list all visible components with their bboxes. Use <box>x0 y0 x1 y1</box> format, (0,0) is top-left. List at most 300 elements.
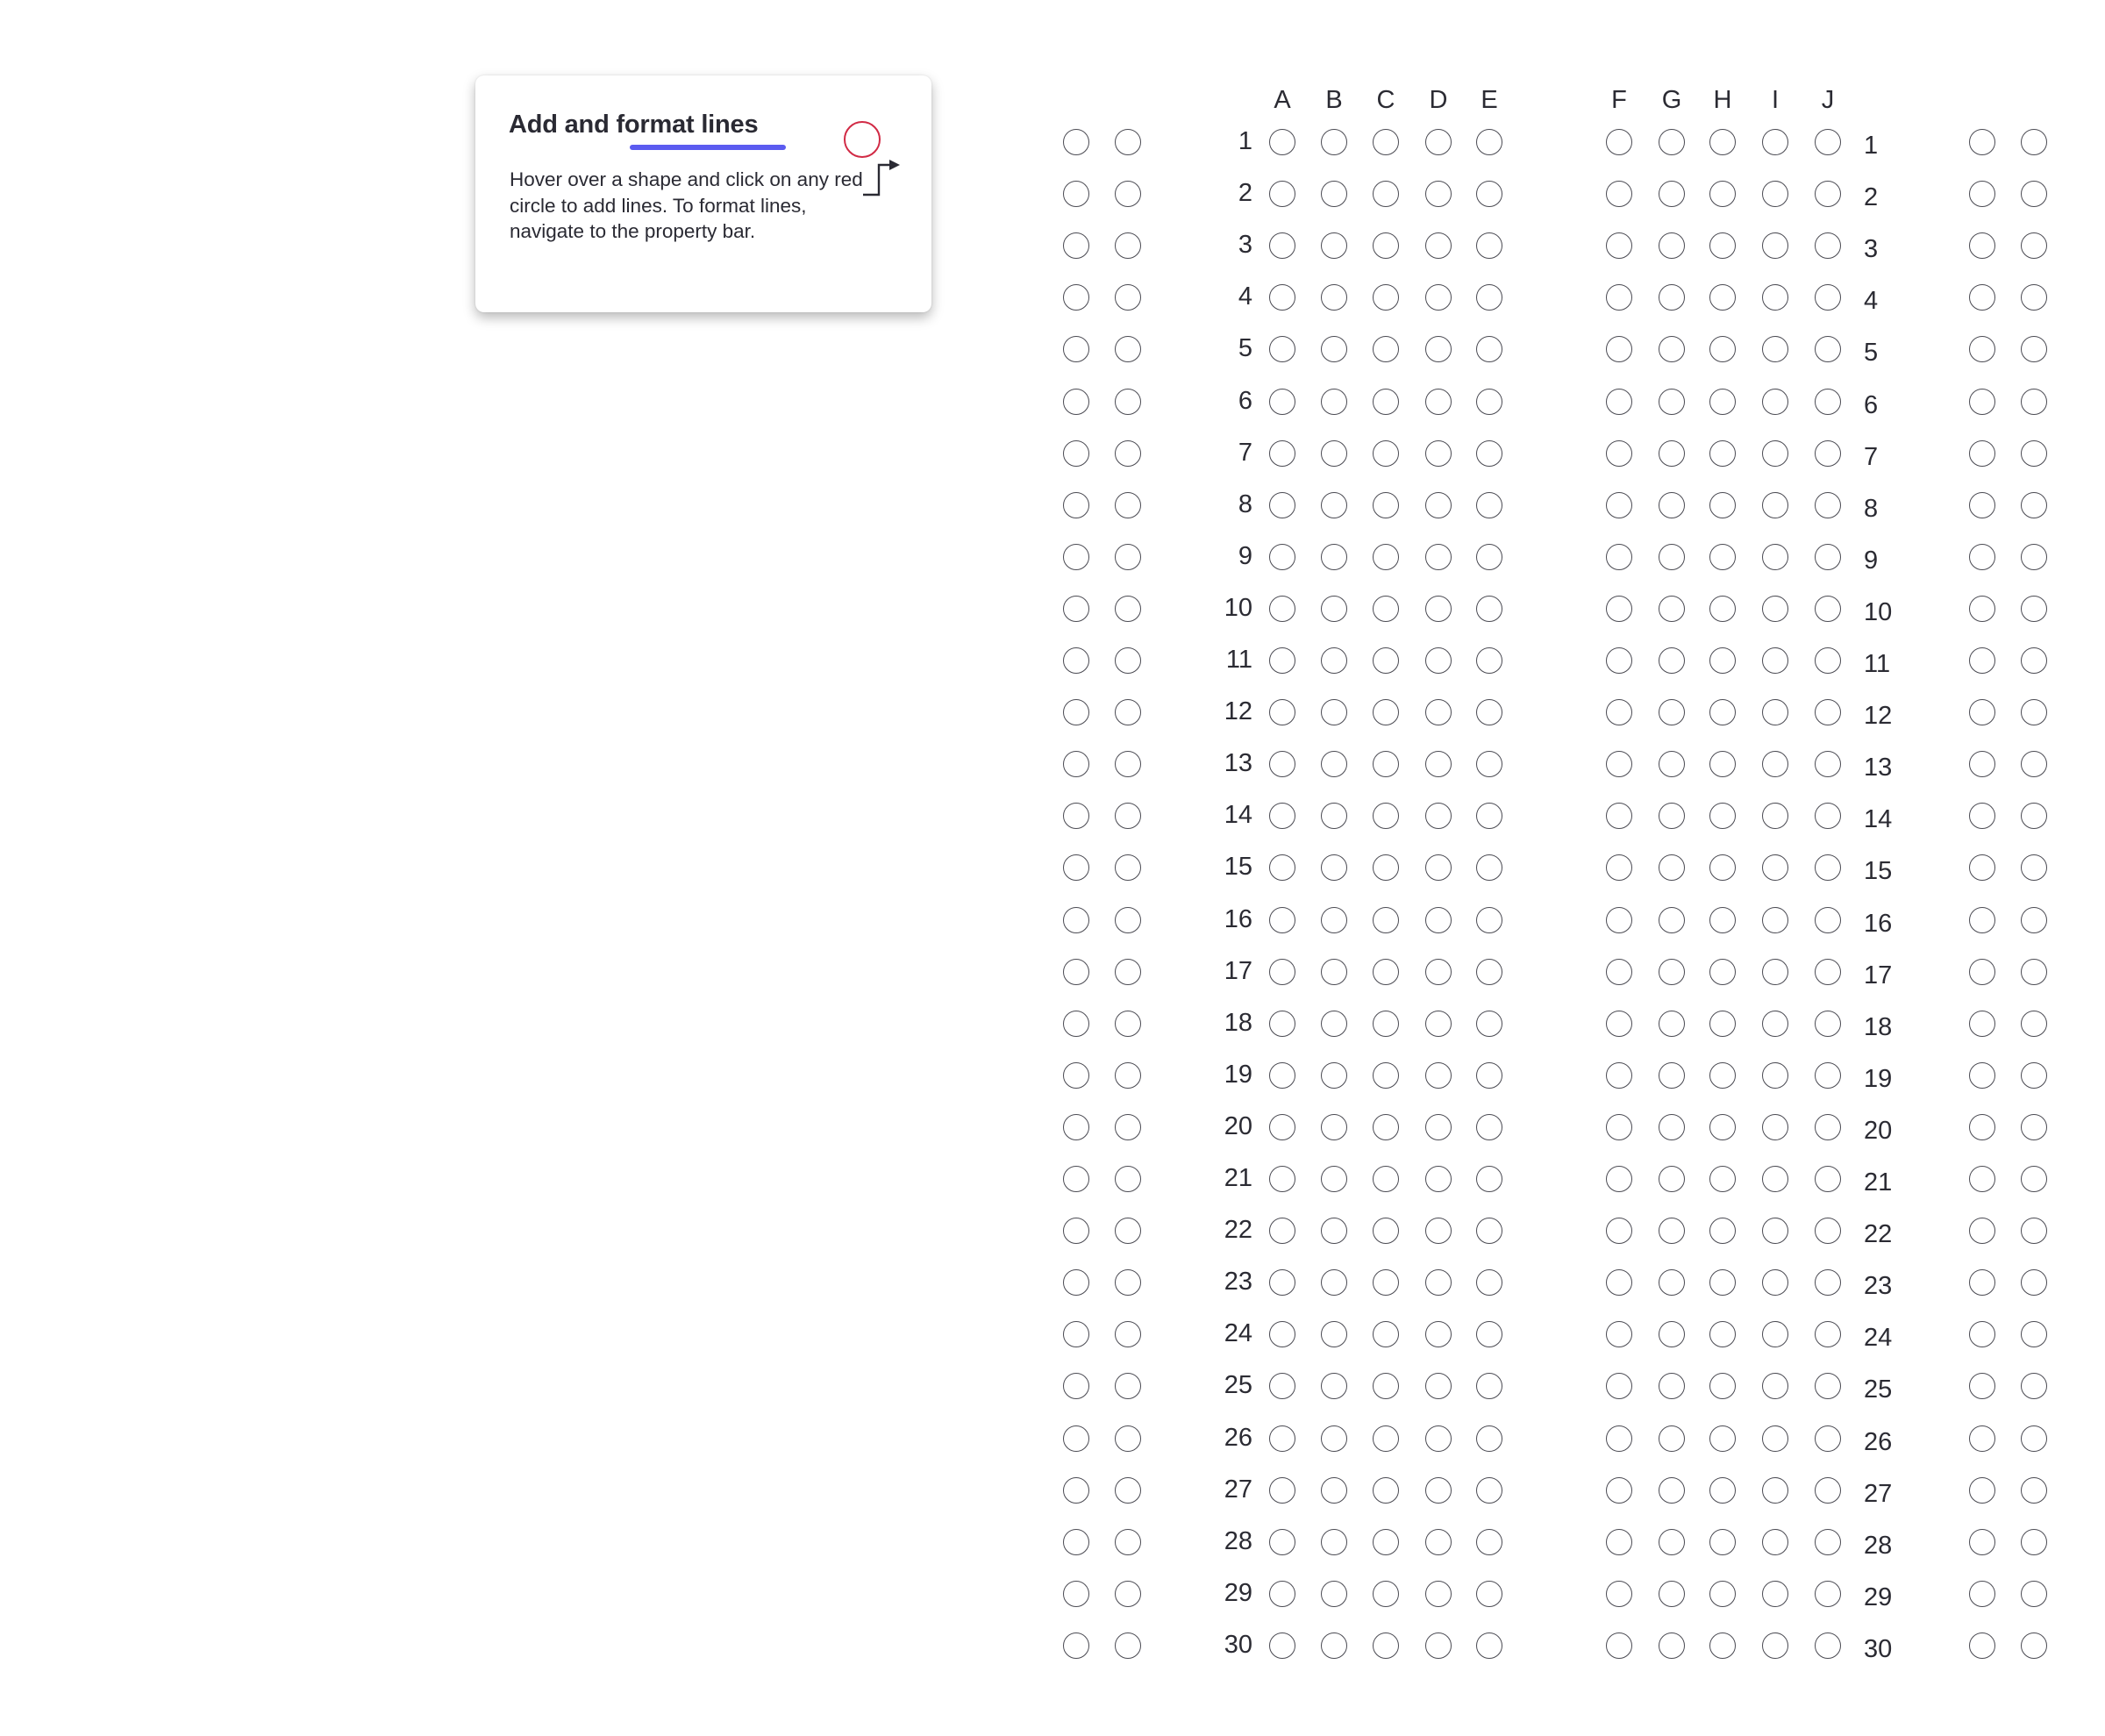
answer-bubble-20-b[interactable] <box>1321 1114 1347 1140</box>
outer-left-bubble-14-1[interactable] <box>1063 803 1089 829</box>
outer-left-bubble-11-2[interactable] <box>1115 647 1141 674</box>
answer-bubble-27-d[interactable] <box>1425 1477 1452 1504</box>
answer-bubble-18-h[interactable] <box>1709 1011 1736 1037</box>
answer-bubble-6-g[interactable] <box>1659 389 1685 415</box>
answer-bubble-6-h[interactable] <box>1709 389 1736 415</box>
answer-bubble-19-h[interactable] <box>1709 1062 1736 1089</box>
outer-left-bubble-28-1[interactable] <box>1063 1529 1089 1555</box>
outer-right-bubble-21-2[interactable] <box>2021 1166 2047 1192</box>
outer-right-bubble-30-1[interactable] <box>1969 1632 1995 1659</box>
answer-bubble-20-j[interactable] <box>1815 1114 1841 1140</box>
outer-left-bubble-1-1[interactable] <box>1063 129 1089 155</box>
outer-left-bubble-2-2[interactable] <box>1115 181 1141 207</box>
outer-right-bubble-5-2[interactable] <box>2021 336 2047 362</box>
answer-bubble-30-g[interactable] <box>1659 1632 1685 1659</box>
outer-right-bubble-9-1[interactable] <box>1969 544 1995 570</box>
outer-right-bubble-7-2[interactable] <box>2021 440 2047 467</box>
outer-left-bubble-28-2[interactable] <box>1115 1529 1141 1555</box>
answer-bubble-7-e[interactable] <box>1476 440 1502 467</box>
answer-bubble-12-i[interactable] <box>1762 699 1788 725</box>
answer-bubble-23-j[interactable] <box>1815 1269 1841 1296</box>
outer-right-bubble-12-1[interactable] <box>1969 699 1995 725</box>
answer-bubble-3-h[interactable] <box>1709 232 1736 259</box>
outer-right-bubble-16-2[interactable] <box>2021 907 2047 933</box>
answer-bubble-18-e[interactable] <box>1476 1011 1502 1037</box>
answer-bubble-6-d[interactable] <box>1425 389 1452 415</box>
answer-bubble-9-c[interactable] <box>1373 544 1399 570</box>
answer-bubble-9-f[interactable] <box>1606 544 1632 570</box>
outer-right-bubble-23-2[interactable] <box>2021 1269 2047 1296</box>
outer-left-bubble-26-2[interactable] <box>1115 1425 1141 1452</box>
outer-right-bubble-23-1[interactable] <box>1969 1269 1995 1296</box>
outer-left-bubble-9-1[interactable] <box>1063 544 1089 570</box>
answer-bubble-1-h[interactable] <box>1709 129 1736 155</box>
answer-bubble-21-d[interactable] <box>1425 1166 1452 1192</box>
outer-right-bubble-8-2[interactable] <box>2021 492 2047 518</box>
answer-bubble-25-h[interactable] <box>1709 1373 1736 1399</box>
outer-left-bubble-29-2[interactable] <box>1115 1581 1141 1607</box>
outer-right-bubble-15-1[interactable] <box>1969 854 1995 881</box>
answer-bubble-14-h[interactable] <box>1709 803 1736 829</box>
answer-bubble-3-b[interactable] <box>1321 232 1347 259</box>
answer-bubble-12-a[interactable] <box>1269 699 1295 725</box>
answer-bubble-26-d[interactable] <box>1425 1425 1452 1452</box>
outer-left-bubble-3-2[interactable] <box>1115 232 1141 259</box>
answer-bubble-13-g[interactable] <box>1659 751 1685 777</box>
answer-bubble-9-h[interactable] <box>1709 544 1736 570</box>
answer-bubble-5-h[interactable] <box>1709 336 1736 362</box>
answer-bubble-25-c[interactable] <box>1373 1373 1399 1399</box>
answer-bubble-26-j[interactable] <box>1815 1425 1841 1452</box>
answer-bubble-10-d[interactable] <box>1425 596 1452 622</box>
outer-left-bubble-8-1[interactable] <box>1063 492 1089 518</box>
outer-right-bubble-30-2[interactable] <box>2021 1632 2047 1659</box>
answer-bubble-8-e[interactable] <box>1476 492 1502 518</box>
answer-bubble-24-j[interactable] <box>1815 1321 1841 1347</box>
answer-bubble-19-d[interactable] <box>1425 1062 1452 1089</box>
answer-bubble-11-d[interactable] <box>1425 647 1452 674</box>
outer-right-bubble-2-1[interactable] <box>1969 181 1995 207</box>
answer-bubble-19-e[interactable] <box>1476 1062 1502 1089</box>
answer-bubble-19-f[interactable] <box>1606 1062 1632 1089</box>
answer-bubble-2-d[interactable] <box>1425 181 1452 207</box>
answer-bubble-6-j[interactable] <box>1815 389 1841 415</box>
answer-bubble-19-i[interactable] <box>1762 1062 1788 1089</box>
answer-bubble-16-e[interactable] <box>1476 907 1502 933</box>
answer-bubble-21-h[interactable] <box>1709 1166 1736 1192</box>
answer-bubble-20-e[interactable] <box>1476 1114 1502 1140</box>
answer-bubble-13-e[interactable] <box>1476 751 1502 777</box>
answer-bubble-8-c[interactable] <box>1373 492 1399 518</box>
answer-bubble-8-a[interactable] <box>1269 492 1295 518</box>
answer-bubble-4-f[interactable] <box>1606 284 1632 311</box>
answer-bubble-29-h[interactable] <box>1709 1581 1736 1607</box>
outer-right-bubble-16-1[interactable] <box>1969 907 1995 933</box>
answer-bubble-1-d[interactable] <box>1425 129 1452 155</box>
answer-bubble-16-c[interactable] <box>1373 907 1399 933</box>
answer-bubble-11-a[interactable] <box>1269 647 1295 674</box>
outer-left-bubble-22-1[interactable] <box>1063 1218 1089 1244</box>
outer-left-bubble-8-2[interactable] <box>1115 492 1141 518</box>
answer-bubble-9-g[interactable] <box>1659 544 1685 570</box>
answer-bubble-26-c[interactable] <box>1373 1425 1399 1452</box>
outer-left-bubble-17-1[interactable] <box>1063 959 1089 985</box>
answer-bubble-22-g[interactable] <box>1659 1218 1685 1244</box>
answer-bubble-16-g[interactable] <box>1659 907 1685 933</box>
answer-bubble-26-f[interactable] <box>1606 1425 1632 1452</box>
answer-bubble-5-c[interactable] <box>1373 336 1399 362</box>
outer-left-bubble-6-1[interactable] <box>1063 389 1089 415</box>
outer-left-bubble-21-1[interactable] <box>1063 1166 1089 1192</box>
answer-bubble-10-e[interactable] <box>1476 596 1502 622</box>
answer-bubble-15-h[interactable] <box>1709 854 1736 881</box>
outer-left-bubble-12-2[interactable] <box>1115 699 1141 725</box>
outer-left-bubble-19-2[interactable] <box>1115 1062 1141 1089</box>
answer-bubble-19-b[interactable] <box>1321 1062 1347 1089</box>
outer-left-bubble-30-1[interactable] <box>1063 1632 1089 1659</box>
answer-bubble-28-b[interactable] <box>1321 1529 1347 1555</box>
answer-bubble-9-e[interactable] <box>1476 544 1502 570</box>
outer-right-bubble-5-1[interactable] <box>1969 336 1995 362</box>
answer-bubble-21-g[interactable] <box>1659 1166 1685 1192</box>
answer-bubble-30-c[interactable] <box>1373 1632 1399 1659</box>
answer-bubble-27-e[interactable] <box>1476 1477 1502 1504</box>
outer-left-bubble-25-2[interactable] <box>1115 1373 1141 1399</box>
answer-bubble-4-g[interactable] <box>1659 284 1685 311</box>
outer-left-bubble-16-2[interactable] <box>1115 907 1141 933</box>
outer-right-bubble-20-1[interactable] <box>1969 1114 1995 1140</box>
answer-bubble-15-j[interactable] <box>1815 854 1841 881</box>
answer-bubble-28-f[interactable] <box>1606 1529 1632 1555</box>
answer-bubble-21-j[interactable] <box>1815 1166 1841 1192</box>
answer-bubble-8-h[interactable] <box>1709 492 1736 518</box>
answer-bubble-14-j[interactable] <box>1815 803 1841 829</box>
answer-bubble-17-c[interactable] <box>1373 959 1399 985</box>
answer-bubble-3-f[interactable] <box>1606 232 1632 259</box>
outer-right-bubble-27-1[interactable] <box>1969 1477 1995 1504</box>
answer-bubble-18-g[interactable] <box>1659 1011 1685 1037</box>
answer-bubble-24-f[interactable] <box>1606 1321 1632 1347</box>
outer-right-bubble-10-1[interactable] <box>1969 596 1995 622</box>
answer-bubble-21-f[interactable] <box>1606 1166 1632 1192</box>
answer-bubble-27-i[interactable] <box>1762 1477 1788 1504</box>
answer-bubble-18-c[interactable] <box>1373 1011 1399 1037</box>
outer-left-bubble-15-1[interactable] <box>1063 854 1089 881</box>
answer-bubble-22-i[interactable] <box>1762 1218 1788 1244</box>
outer-left-bubble-23-1[interactable] <box>1063 1269 1089 1296</box>
answer-bubble-24-b[interactable] <box>1321 1321 1347 1347</box>
answer-bubble-11-e[interactable] <box>1476 647 1502 674</box>
outer-left-bubble-17-2[interactable] <box>1115 959 1141 985</box>
answer-bubble-6-c[interactable] <box>1373 389 1399 415</box>
outer-left-bubble-16-1[interactable] <box>1063 907 1089 933</box>
outer-right-bubble-6-1[interactable] <box>1969 389 1995 415</box>
answer-bubble-16-b[interactable] <box>1321 907 1347 933</box>
answer-bubble-17-g[interactable] <box>1659 959 1685 985</box>
answer-bubble-9-j[interactable] <box>1815 544 1841 570</box>
answer-bubble-24-a[interactable] <box>1269 1321 1295 1347</box>
answer-bubble-30-d[interactable] <box>1425 1632 1452 1659</box>
answer-bubble-18-j[interactable] <box>1815 1011 1841 1037</box>
answer-bubble-6-i[interactable] <box>1762 389 1788 415</box>
outer-right-bubble-13-1[interactable] <box>1969 751 1995 777</box>
outer-left-bubble-30-2[interactable] <box>1115 1632 1141 1659</box>
answer-bubble-30-a[interactable] <box>1269 1632 1295 1659</box>
answer-bubble-4-j[interactable] <box>1815 284 1841 311</box>
answer-bubble-30-e[interactable] <box>1476 1632 1502 1659</box>
answer-bubble-27-b[interactable] <box>1321 1477 1347 1504</box>
outer-left-bubble-4-1[interactable] <box>1063 284 1089 311</box>
answer-bubble-20-c[interactable] <box>1373 1114 1399 1140</box>
outer-left-bubble-29-1[interactable] <box>1063 1581 1089 1607</box>
outer-left-bubble-6-2[interactable] <box>1115 389 1141 415</box>
answer-bubble-4-a[interactable] <box>1269 284 1295 311</box>
answer-bubble-13-i[interactable] <box>1762 751 1788 777</box>
outer-right-bubble-7-1[interactable] <box>1969 440 1995 467</box>
answer-bubble-20-i[interactable] <box>1762 1114 1788 1140</box>
answer-bubble-10-g[interactable] <box>1659 596 1685 622</box>
answer-bubble-8-g[interactable] <box>1659 492 1685 518</box>
answer-bubble-19-g[interactable] <box>1659 1062 1685 1089</box>
outer-left-bubble-13-1[interactable] <box>1063 751 1089 777</box>
answer-bubble-4-i[interactable] <box>1762 284 1788 311</box>
answer-bubble-14-g[interactable] <box>1659 803 1685 829</box>
answer-bubble-29-g[interactable] <box>1659 1581 1685 1607</box>
answer-bubble-12-f[interactable] <box>1606 699 1632 725</box>
outer-right-bubble-19-1[interactable] <box>1969 1062 1995 1089</box>
answer-bubble-7-d[interactable] <box>1425 440 1452 467</box>
answer-bubble-7-a[interactable] <box>1269 440 1295 467</box>
outer-right-bubble-26-2[interactable] <box>2021 1425 2047 1452</box>
answer-bubble-16-a[interactable] <box>1269 907 1295 933</box>
outer-right-bubble-1-1[interactable] <box>1969 129 1995 155</box>
answer-bubble-18-f[interactable] <box>1606 1011 1632 1037</box>
answer-bubble-4-b[interactable] <box>1321 284 1347 311</box>
answer-bubble-26-i[interactable] <box>1762 1425 1788 1452</box>
answer-bubble-15-g[interactable] <box>1659 854 1685 881</box>
outer-right-bubble-28-1[interactable] <box>1969 1529 1995 1555</box>
answer-bubble-15-i[interactable] <box>1762 854 1788 881</box>
answer-bubble-23-b[interactable] <box>1321 1269 1347 1296</box>
outer-right-bubble-3-2[interactable] <box>2021 232 2047 259</box>
outer-right-bubble-29-2[interactable] <box>2021 1581 2047 1607</box>
outer-left-bubble-5-2[interactable] <box>1115 336 1141 362</box>
answer-bubble-24-e[interactable] <box>1476 1321 1502 1347</box>
answer-bubble-12-b[interactable] <box>1321 699 1347 725</box>
answer-bubble-4-d[interactable] <box>1425 284 1452 311</box>
outer-right-bubble-24-2[interactable] <box>2021 1321 2047 1347</box>
answer-bubble-2-b[interactable] <box>1321 181 1347 207</box>
answer-bubble-14-a[interactable] <box>1269 803 1295 829</box>
answer-bubble-28-j[interactable] <box>1815 1529 1841 1555</box>
answer-bubble-4-e[interactable] <box>1476 284 1502 311</box>
answer-bubble-5-a[interactable] <box>1269 336 1295 362</box>
answer-bubble-22-c[interactable] <box>1373 1218 1399 1244</box>
outer-left-bubble-12-1[interactable] <box>1063 699 1089 725</box>
outer-left-bubble-19-1[interactable] <box>1063 1062 1089 1089</box>
answer-bubble-8-d[interactable] <box>1425 492 1452 518</box>
answer-bubble-3-e[interactable] <box>1476 232 1502 259</box>
outer-left-bubble-4-2[interactable] <box>1115 284 1141 311</box>
outer-left-bubble-15-2[interactable] <box>1115 854 1141 881</box>
answer-bubble-3-i[interactable] <box>1762 232 1788 259</box>
answer-bubble-2-g[interactable] <box>1659 181 1685 207</box>
answer-bubble-29-d[interactable] <box>1425 1581 1452 1607</box>
outer-right-bubble-11-1[interactable] <box>1969 647 1995 674</box>
outer-right-bubble-6-2[interactable] <box>2021 389 2047 415</box>
outer-right-bubble-28-2[interactable] <box>2021 1529 2047 1555</box>
answer-bubble-13-c[interactable] <box>1373 751 1399 777</box>
answer-bubble-29-i[interactable] <box>1762 1581 1788 1607</box>
answer-bubble-28-d[interactable] <box>1425 1529 1452 1555</box>
answer-bubble-12-e[interactable] <box>1476 699 1502 725</box>
answer-bubble-27-a[interactable] <box>1269 1477 1295 1504</box>
answer-bubble-17-d[interactable] <box>1425 959 1452 985</box>
answer-bubble-16-d[interactable] <box>1425 907 1452 933</box>
answer-bubble-13-f[interactable] <box>1606 751 1632 777</box>
answer-bubble-25-g[interactable] <box>1659 1373 1685 1399</box>
outer-right-bubble-26-1[interactable] <box>1969 1425 1995 1452</box>
answer-bubble-21-e[interactable] <box>1476 1166 1502 1192</box>
answer-bubble-14-i[interactable] <box>1762 803 1788 829</box>
answer-bubble-13-h[interactable] <box>1709 751 1736 777</box>
outer-left-bubble-23-2[interactable] <box>1115 1269 1141 1296</box>
answer-bubble-27-j[interactable] <box>1815 1477 1841 1504</box>
outer-left-bubble-9-2[interactable] <box>1115 544 1141 570</box>
answer-bubble-28-i[interactable] <box>1762 1529 1788 1555</box>
outer-left-bubble-1-2[interactable] <box>1115 129 1141 155</box>
answer-bubble-10-a[interactable] <box>1269 596 1295 622</box>
answer-bubble-5-j[interactable] <box>1815 336 1841 362</box>
answer-bubble-15-d[interactable] <box>1425 854 1452 881</box>
outer-left-bubble-26-1[interactable] <box>1063 1425 1089 1452</box>
outer-right-bubble-15-2[interactable] <box>2021 854 2047 881</box>
answer-bubble-17-i[interactable] <box>1762 959 1788 985</box>
answer-bubble-10-j[interactable] <box>1815 596 1841 622</box>
outer-right-bubble-11-2[interactable] <box>2021 647 2047 674</box>
answer-bubble-25-a[interactable] <box>1269 1373 1295 1399</box>
answer-bubble-2-f[interactable] <box>1606 181 1632 207</box>
answer-bubble-30-f[interactable] <box>1606 1632 1632 1659</box>
answer-bubble-27-f[interactable] <box>1606 1477 1632 1504</box>
outer-right-bubble-24-1[interactable] <box>1969 1321 1995 1347</box>
answer-bubble-14-f[interactable] <box>1606 803 1632 829</box>
answer-bubble-27-c[interactable] <box>1373 1477 1399 1504</box>
answer-bubble-17-h[interactable] <box>1709 959 1736 985</box>
answer-bubble-10-f[interactable] <box>1606 596 1632 622</box>
outer-right-bubble-20-2[interactable] <box>2021 1114 2047 1140</box>
answer-bubble-16-f[interactable] <box>1606 907 1632 933</box>
answer-bubble-19-a[interactable] <box>1269 1062 1295 1089</box>
answer-bubble-1-g[interactable] <box>1659 129 1685 155</box>
answer-bubble-26-b[interactable] <box>1321 1425 1347 1452</box>
outer-left-bubble-20-1[interactable] <box>1063 1114 1089 1140</box>
answer-bubble-28-a[interactable] <box>1269 1529 1295 1555</box>
answer-bubble-24-h[interactable] <box>1709 1321 1736 1347</box>
outer-left-bubble-7-2[interactable] <box>1115 440 1141 467</box>
answer-bubble-15-c[interactable] <box>1373 854 1399 881</box>
answer-bubble-7-h[interactable] <box>1709 440 1736 467</box>
answer-bubble-21-b[interactable] <box>1321 1166 1347 1192</box>
answer-bubble-17-b[interactable] <box>1321 959 1347 985</box>
answer-bubble-29-j[interactable] <box>1815 1581 1841 1607</box>
outer-right-bubble-12-2[interactable] <box>2021 699 2047 725</box>
answer-bubble-22-h[interactable] <box>1709 1218 1736 1244</box>
answer-bubble-29-e[interactable] <box>1476 1581 1502 1607</box>
answer-bubble-11-b[interactable] <box>1321 647 1347 674</box>
answer-bubble-4-h[interactable] <box>1709 284 1736 311</box>
outer-right-bubble-18-2[interactable] <box>2021 1011 2047 1037</box>
answer-bubble-17-j[interactable] <box>1815 959 1841 985</box>
answer-bubble-1-i[interactable] <box>1762 129 1788 155</box>
answer-bubble-15-b[interactable] <box>1321 854 1347 881</box>
answer-bubble-22-d[interactable] <box>1425 1218 1452 1244</box>
answer-bubble-18-b[interactable] <box>1321 1011 1347 1037</box>
answer-bubble-17-f[interactable] <box>1606 959 1632 985</box>
outer-right-bubble-13-2[interactable] <box>2021 751 2047 777</box>
outer-right-bubble-4-1[interactable] <box>1969 284 1995 311</box>
answer-bubble-16-j[interactable] <box>1815 907 1841 933</box>
answer-bubble-13-j[interactable] <box>1815 751 1841 777</box>
outer-right-bubble-25-1[interactable] <box>1969 1373 1995 1399</box>
answer-bubble-5-g[interactable] <box>1659 336 1685 362</box>
answer-bubble-26-g[interactable] <box>1659 1425 1685 1452</box>
answer-bubble-22-b[interactable] <box>1321 1218 1347 1244</box>
outer-right-bubble-19-2[interactable] <box>2021 1062 2047 1089</box>
answer-bubble-18-a[interactable] <box>1269 1011 1295 1037</box>
answer-bubble-7-i[interactable] <box>1762 440 1788 467</box>
answer-bubble-28-e[interactable] <box>1476 1529 1502 1555</box>
answer-bubble-15-f[interactable] <box>1606 854 1632 881</box>
outer-right-bubble-17-1[interactable] <box>1969 959 1995 985</box>
outer-left-bubble-21-2[interactable] <box>1115 1166 1141 1192</box>
answer-bubble-24-c[interactable] <box>1373 1321 1399 1347</box>
answer-bubble-2-a[interactable] <box>1269 181 1295 207</box>
answer-bubble-7-c[interactable] <box>1373 440 1399 467</box>
outer-right-bubble-27-2[interactable] <box>2021 1477 2047 1504</box>
answer-bubble-23-a[interactable] <box>1269 1269 1295 1296</box>
answer-bubble-1-f[interactable] <box>1606 129 1632 155</box>
answer-bubble-21-a[interactable] <box>1269 1166 1295 1192</box>
answer-bubble-12-j[interactable] <box>1815 699 1841 725</box>
answer-bubble-22-e[interactable] <box>1476 1218 1502 1244</box>
answer-bubble-8-i[interactable] <box>1762 492 1788 518</box>
answer-bubble-30-j[interactable] <box>1815 1632 1841 1659</box>
answer-bubble-11-c[interactable] <box>1373 647 1399 674</box>
answer-bubble-6-e[interactable] <box>1476 389 1502 415</box>
answer-bubble-12-h[interactable] <box>1709 699 1736 725</box>
outer-right-bubble-22-2[interactable] <box>2021 1218 2047 1244</box>
answer-bubble-18-d[interactable] <box>1425 1011 1452 1037</box>
answer-bubble-17-e[interactable] <box>1476 959 1502 985</box>
outer-right-bubble-21-1[interactable] <box>1969 1166 1995 1192</box>
answer-bubble-25-i[interactable] <box>1762 1373 1788 1399</box>
answer-bubble-29-f[interactable] <box>1606 1581 1632 1607</box>
outer-left-bubble-18-1[interactable] <box>1063 1011 1089 1037</box>
answer-bubble-25-f[interactable] <box>1606 1373 1632 1399</box>
outer-left-bubble-11-1[interactable] <box>1063 647 1089 674</box>
answer-bubble-5-d[interactable] <box>1425 336 1452 362</box>
answer-bubble-23-f[interactable] <box>1606 1269 1632 1296</box>
answer-bubble-2-h[interactable] <box>1709 181 1736 207</box>
answer-bubble-6-f[interactable] <box>1606 389 1632 415</box>
answer-bubble-19-j[interactable] <box>1815 1062 1841 1089</box>
outer-left-bubble-13-2[interactable] <box>1115 751 1141 777</box>
answer-bubble-23-c[interactable] <box>1373 1269 1399 1296</box>
answer-bubble-10-b[interactable] <box>1321 596 1347 622</box>
answer-bubble-27-h[interactable] <box>1709 1477 1736 1504</box>
answer-bubble-5-e[interactable] <box>1476 336 1502 362</box>
